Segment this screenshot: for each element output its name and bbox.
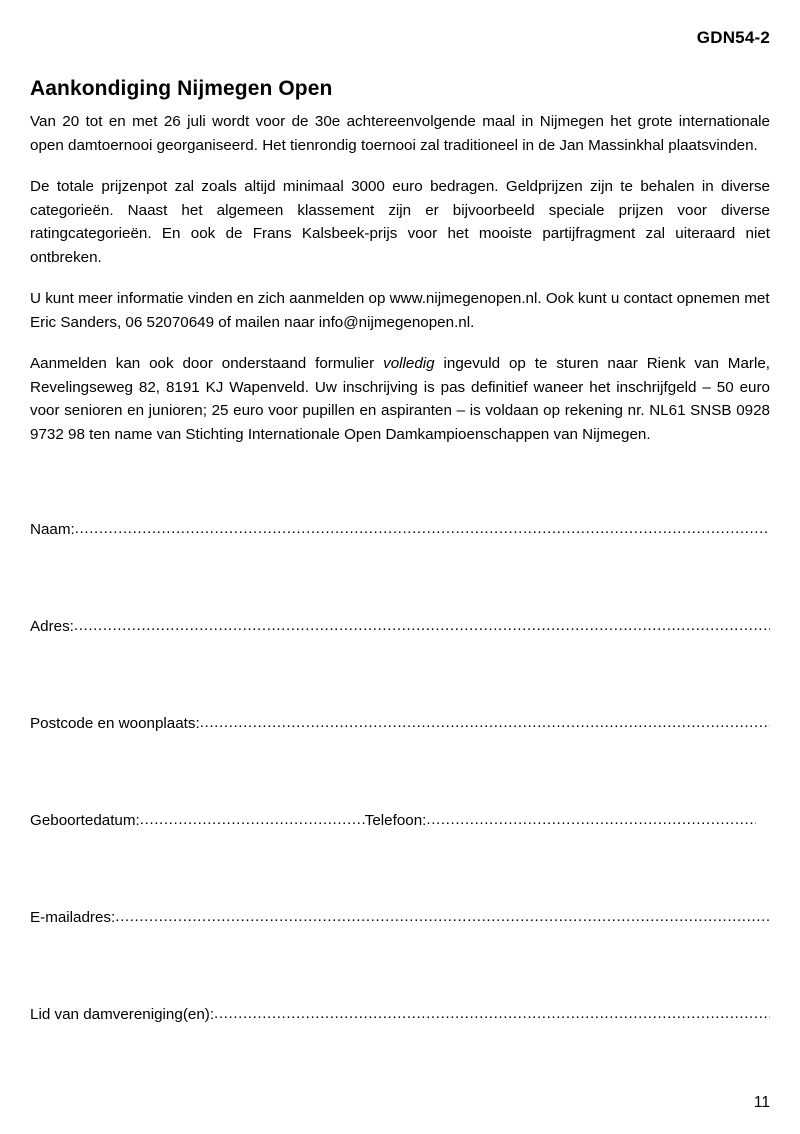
field-vereniging[interactable] xyxy=(30,1004,770,1025)
registration-text-before: Aanmelden kan ook door onderstaand formulier xyxy=(30,355,384,372)
field-label-geboortedatum: Geboortedatum: xyxy=(30,812,140,830)
dot-leader-vereniging xyxy=(214,1004,770,1019)
field-label-naam: Naam: xyxy=(30,521,75,539)
dot-leader-naam xyxy=(75,519,770,534)
registration-text-after: ingevuld op te sturen naar Rienk van Marle, Revelingseweg 82, 8191 KJ Wapenveld. Uw inschrijving is pas definitief waneer het inschrijfgeld – 50 euro voor senioren en junioren; 25 euro voor pupillen en aspiranten – is voldaan op rekening nr. NL61 SNSB 0928 9732 98 ten name van Stichting Internationale Open Damkampioenschappen van Nijmegen. xyxy=(30,355,771,443)
page-number: 11 xyxy=(753,1094,770,1111)
dot-leader-adres xyxy=(74,616,770,631)
page-title: Aankondiging Nijmegen Open xyxy=(30,77,333,101)
dot-leader-email xyxy=(115,907,770,922)
paragraph-contact: U kunt meer informatie vinden en zich aanmelden op www.nijmegenopen.nl. Ook kunt u contact opnemen met Eric Sanders, 06 52070649 of mailen naar info@nijmegenopen.nl. xyxy=(30,290,770,331)
field-label-adres: Adres: xyxy=(30,618,74,636)
form-row-geboortedatum-telefoon xyxy=(30,810,770,907)
registration-emphasis: volledig xyxy=(383,355,435,372)
field-adres[interactable] xyxy=(30,616,770,637)
field-label-email: E-mailadres: xyxy=(30,909,116,927)
field-label-postcode: Postcode en woonplaats: xyxy=(30,715,200,733)
dot-leader-telefoon xyxy=(426,810,756,825)
paragraph-intro: Van 20 tot en met 26 juli wordt voor de 30e achtereenvolgende maal in Nijmegen het grote internationale open damtoernooi georganiseerd. Het tienrondig toernooi zal traditioneel in de Jan Massinkhal plaatsvinden. xyxy=(30,113,770,154)
form-row-adres xyxy=(30,616,770,713)
form-row-postcode xyxy=(30,713,770,810)
field-naam[interactable] xyxy=(30,519,770,540)
form-row-naam xyxy=(30,519,770,616)
field-geboortedatum-telefoon[interactable] xyxy=(30,810,770,831)
form-row-vereniging xyxy=(30,1004,770,1101)
registration-form xyxy=(30,519,770,1101)
dot-leader-geboortedatum xyxy=(140,810,365,825)
paragraph-prizes: De totale prijzenpot zal zoals altijd minimaal 3000 euro bedragen. Geldprijzen zijn te behalen in diverse categorieën. Naast het algemeen klassement zijn er bijvoorbeeld speciale prijzen voor diverse ratingcategorieën. En ook de Frans Kalsbeek-prijs voor het mooiste partijfragment zal uiteraard niet ontbreken. xyxy=(30,178,770,266)
paragraph-registration xyxy=(30,352,770,446)
body-text xyxy=(30,110,770,446)
field-postcode[interactable] xyxy=(30,713,770,734)
document-code: GDN54-2 xyxy=(696,28,770,47)
form-row-email xyxy=(30,907,770,1004)
field-label-vereniging: Lid van damvereniging(en): xyxy=(30,1006,215,1024)
field-label-telefoon: Telefoon: xyxy=(364,812,427,830)
dot-leader-postcode xyxy=(200,713,770,728)
field-email[interactable] xyxy=(30,907,770,928)
